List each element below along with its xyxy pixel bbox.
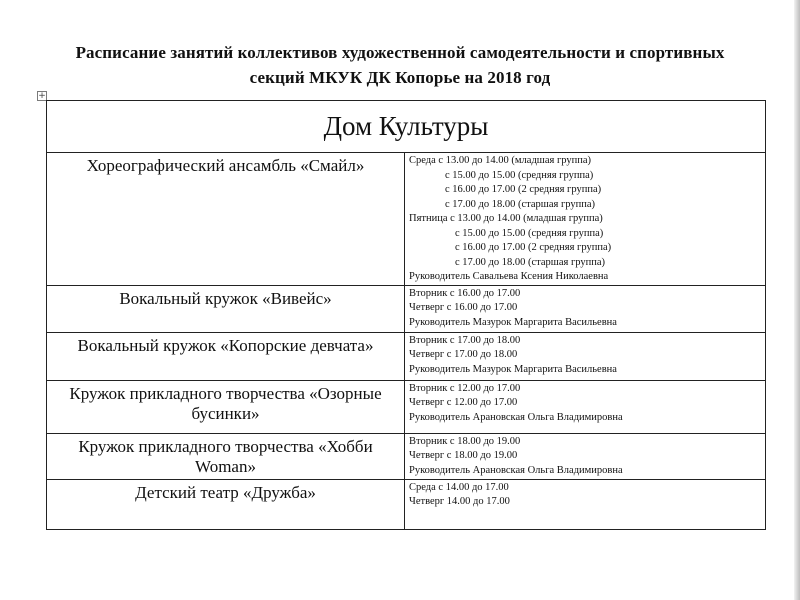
schedule-line: с 17.00 до 18.00 (старшая группа) — [455, 256, 606, 268]
group-name-cell: Вокальный кружок «Вивейс» — [47, 285, 405, 332]
group-name-cell: Хореографический ансамбль «Смайл» — [47, 153, 405, 286]
schedule-line: Четверг с 16.00 до 17.00 — [409, 302, 518, 313]
schedule-cell — [405, 479, 766, 529]
table-row — [47, 285, 766, 332]
table-header-cell: Дом Культуры — [47, 101, 766, 153]
group-name-cell: Детский театр «Дружба» — [47, 479, 405, 529]
schedule-leader-line: Руководитель Савальева Ксения Николаевна — [409, 271, 609, 282]
schedule-table — [46, 100, 766, 530]
group-name-cell: Кружок прикладного творчества «Хобби Woman» — [47, 433, 405, 479]
schedule-leader-line: Руководитель Мазурок Маргарита Васильевна — [409, 363, 617, 375]
schedule-line: Вторник с 18.00 до 19.00 — [409, 435, 521, 447]
table-row — [47, 433, 766, 479]
table-row — [47, 380, 766, 433]
table-header-row — [47, 101, 766, 153]
schedule-line: с 17.00 до 18.00 (старшая группа) — [445, 198, 596, 210]
schedule-leader-line: Руководитель Арановская Ольга Владимировна — [409, 464, 623, 476]
schedule-cell — [405, 433, 766, 479]
schedule-line: Четверг с 17.00 до 18.00 — [409, 349, 518, 360]
page-edge-shadow — [794, 0, 800, 600]
table-move-handle-icon[interactable]: + — [38, 91, 46, 101]
schedule-line: Четверг 14.00 до 17.00 — [409, 496, 510, 507]
title-line-1: Расписание занятий коллективов художественной самодеятельности и спортивных — [75, 43, 725, 62]
schedule-leader-line: Руководитель Мазурок Маргарита Васильевна — [409, 316, 617, 328]
schedule-line: Вторник с 12.00 до 17.00 — [409, 382, 521, 394]
table-row — [47, 479, 766, 529]
table-row — [47, 153, 766, 286]
table-row — [47, 332, 766, 380]
document-title — [40, 40, 760, 90]
schedule-line: с 16.00 до 17.00 (2 средняя группа) — [445, 184, 602, 195]
schedule-line: Четверг с 18.00 до 19.00 — [409, 450, 518, 461]
schedule-line: Пятница с 13.00 до 14.00 (младшая группа) — [409, 213, 603, 224]
schedule-line: Среда с 14.00 до 17.00 — [409, 481, 509, 493]
schedule-line: с 16.00 до 17.00 (2 средняя группа) — [455, 242, 612, 253]
schedule-leader-line: Руководитель Арановская Ольга Владимировна — [409, 411, 623, 423]
schedule-cell — [405, 380, 766, 433]
schedule-line: с 15.00 до 15.00 (средняя группа) — [455, 227, 604, 239]
schedule-cell — [405, 332, 766, 380]
schedule-cell — [405, 153, 766, 286]
schedule-line: Вторник с 16.00 до 17.00 — [409, 287, 521, 299]
schedule-line: с 15.00 до 15.00 (средняя группа) — [445, 169, 594, 181]
title-line-2: секций МКУК ДК Копорье на 2018 год — [249, 68, 551, 87]
group-name-cell: Кружок прикладного творчества «Озорные бусинки» — [47, 380, 405, 433]
schedule-cell — [405, 285, 766, 332]
schedule-line: Четверг с 12.00 до 17.00 — [409, 397, 518, 408]
schedule-line: Вторник с 17.00 до 18.00 — [409, 334, 521, 346]
group-name-cell: Вокальный кружок «Копорские девчата» — [47, 332, 405, 380]
schedule-line: Среда с 13.00 до 14.00 (младшая группа) — [409, 155, 592, 166]
